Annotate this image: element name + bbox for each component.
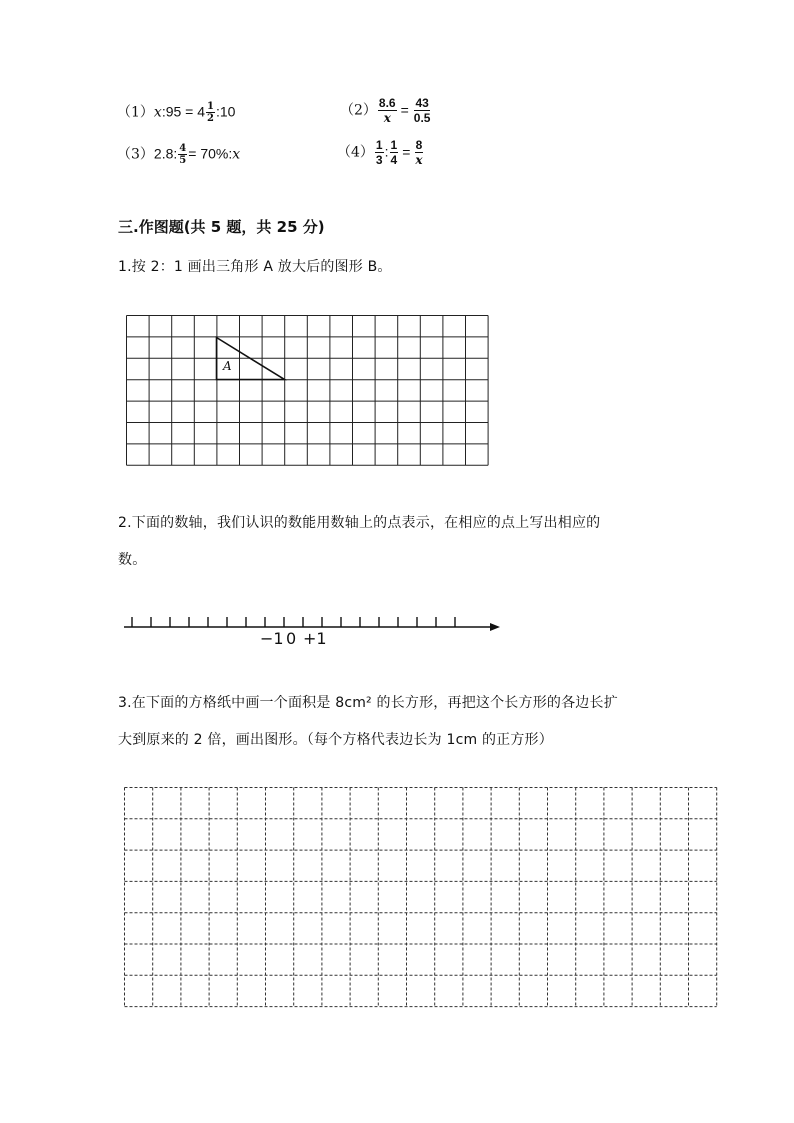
equation-1 — [117, 101, 235, 124]
fraction — [413, 96, 432, 125]
equation-2 — [340, 96, 432, 125]
axis-label-zero: 0 — [286, 629, 297, 648]
axis-ticks — [132, 617, 455, 627]
equation-label: （3） — [117, 146, 154, 163]
grid-lines — [127, 316, 489, 466]
section-title: 三.作图题(共 5 题，共 25 分) — [118, 218, 325, 236]
denominator: 5 — [179, 155, 187, 166]
fraction — [178, 143, 187, 166]
variable: x — [232, 146, 241, 163]
denominator: x — [383, 111, 391, 125]
equation-label: （4） — [337, 144, 374, 161]
numerator: 4 — [179, 143, 187, 154]
triangle-grid — [120, 310, 492, 470]
fraction — [378, 96, 397, 125]
equation-text: 2.8: — [153, 145, 178, 162]
numerator: 1 — [390, 138, 398, 152]
fraction — [206, 101, 215, 124]
question-3-line-2: 大到原来的 2 倍，画出图形。（每个方格代表边长为 1cm 的正方形） — [118, 732, 553, 748]
numerator: 43 — [415, 96, 429, 110]
denominator: 2 — [207, 113, 214, 124]
equation-3 — [117, 143, 240, 166]
denominator: 0.5 — [413, 111, 431, 125]
question-2-line-2: 数。 — [118, 552, 147, 568]
question-3-line-1: 3.在下面的方格纸中画一个面积是 8cm² 的长方形，再把这个长方形的各边长扩 — [118, 695, 618, 711]
fraction — [375, 138, 384, 167]
triangle-label: A — [223, 359, 232, 373]
equation-4 — [337, 138, 425, 167]
fraction — [390, 138, 399, 167]
denominator: 4 — [390, 153, 398, 167]
question-1-text: 1.按 2：1 画出三角形 A 放大后的图形 B。 — [118, 259, 392, 275]
colon: : — [384, 143, 389, 160]
variable: x — [153, 104, 162, 121]
numerator: 1 — [375, 138, 383, 152]
dashed-grid-lines — [125, 788, 717, 1007]
equation-text: = 70%: — [188, 145, 233, 162]
numerator: 1 — [207, 101, 214, 112]
fraction — [414, 138, 423, 167]
dashed-grid — [120, 784, 722, 1010]
equation-label: （1） — [117, 104, 154, 121]
number-line — [120, 605, 510, 650]
numerator: 8 — [415, 138, 423, 152]
question-2-line-1: 2.下面的数轴，我们认识的数能用数轴上的点表示，在相应的点上写出相应的 — [118, 515, 601, 531]
numerator: 8.6 — [378, 96, 396, 110]
axis-label-neg: −1 — [260, 629, 284, 648]
equation-text: :10 — [216, 103, 236, 120]
equals-sign: = — [402, 143, 411, 160]
arrow-head — [490, 623, 500, 631]
denominator: x — [415, 153, 423, 167]
denominator: 3 — [375, 153, 383, 167]
axis-label-pos: +1 — [303, 629, 327, 648]
equals-sign: = — [400, 101, 409, 118]
equation-text: :95 = 4 — [161, 103, 206, 120]
equation-label: （2） — [340, 102, 377, 119]
